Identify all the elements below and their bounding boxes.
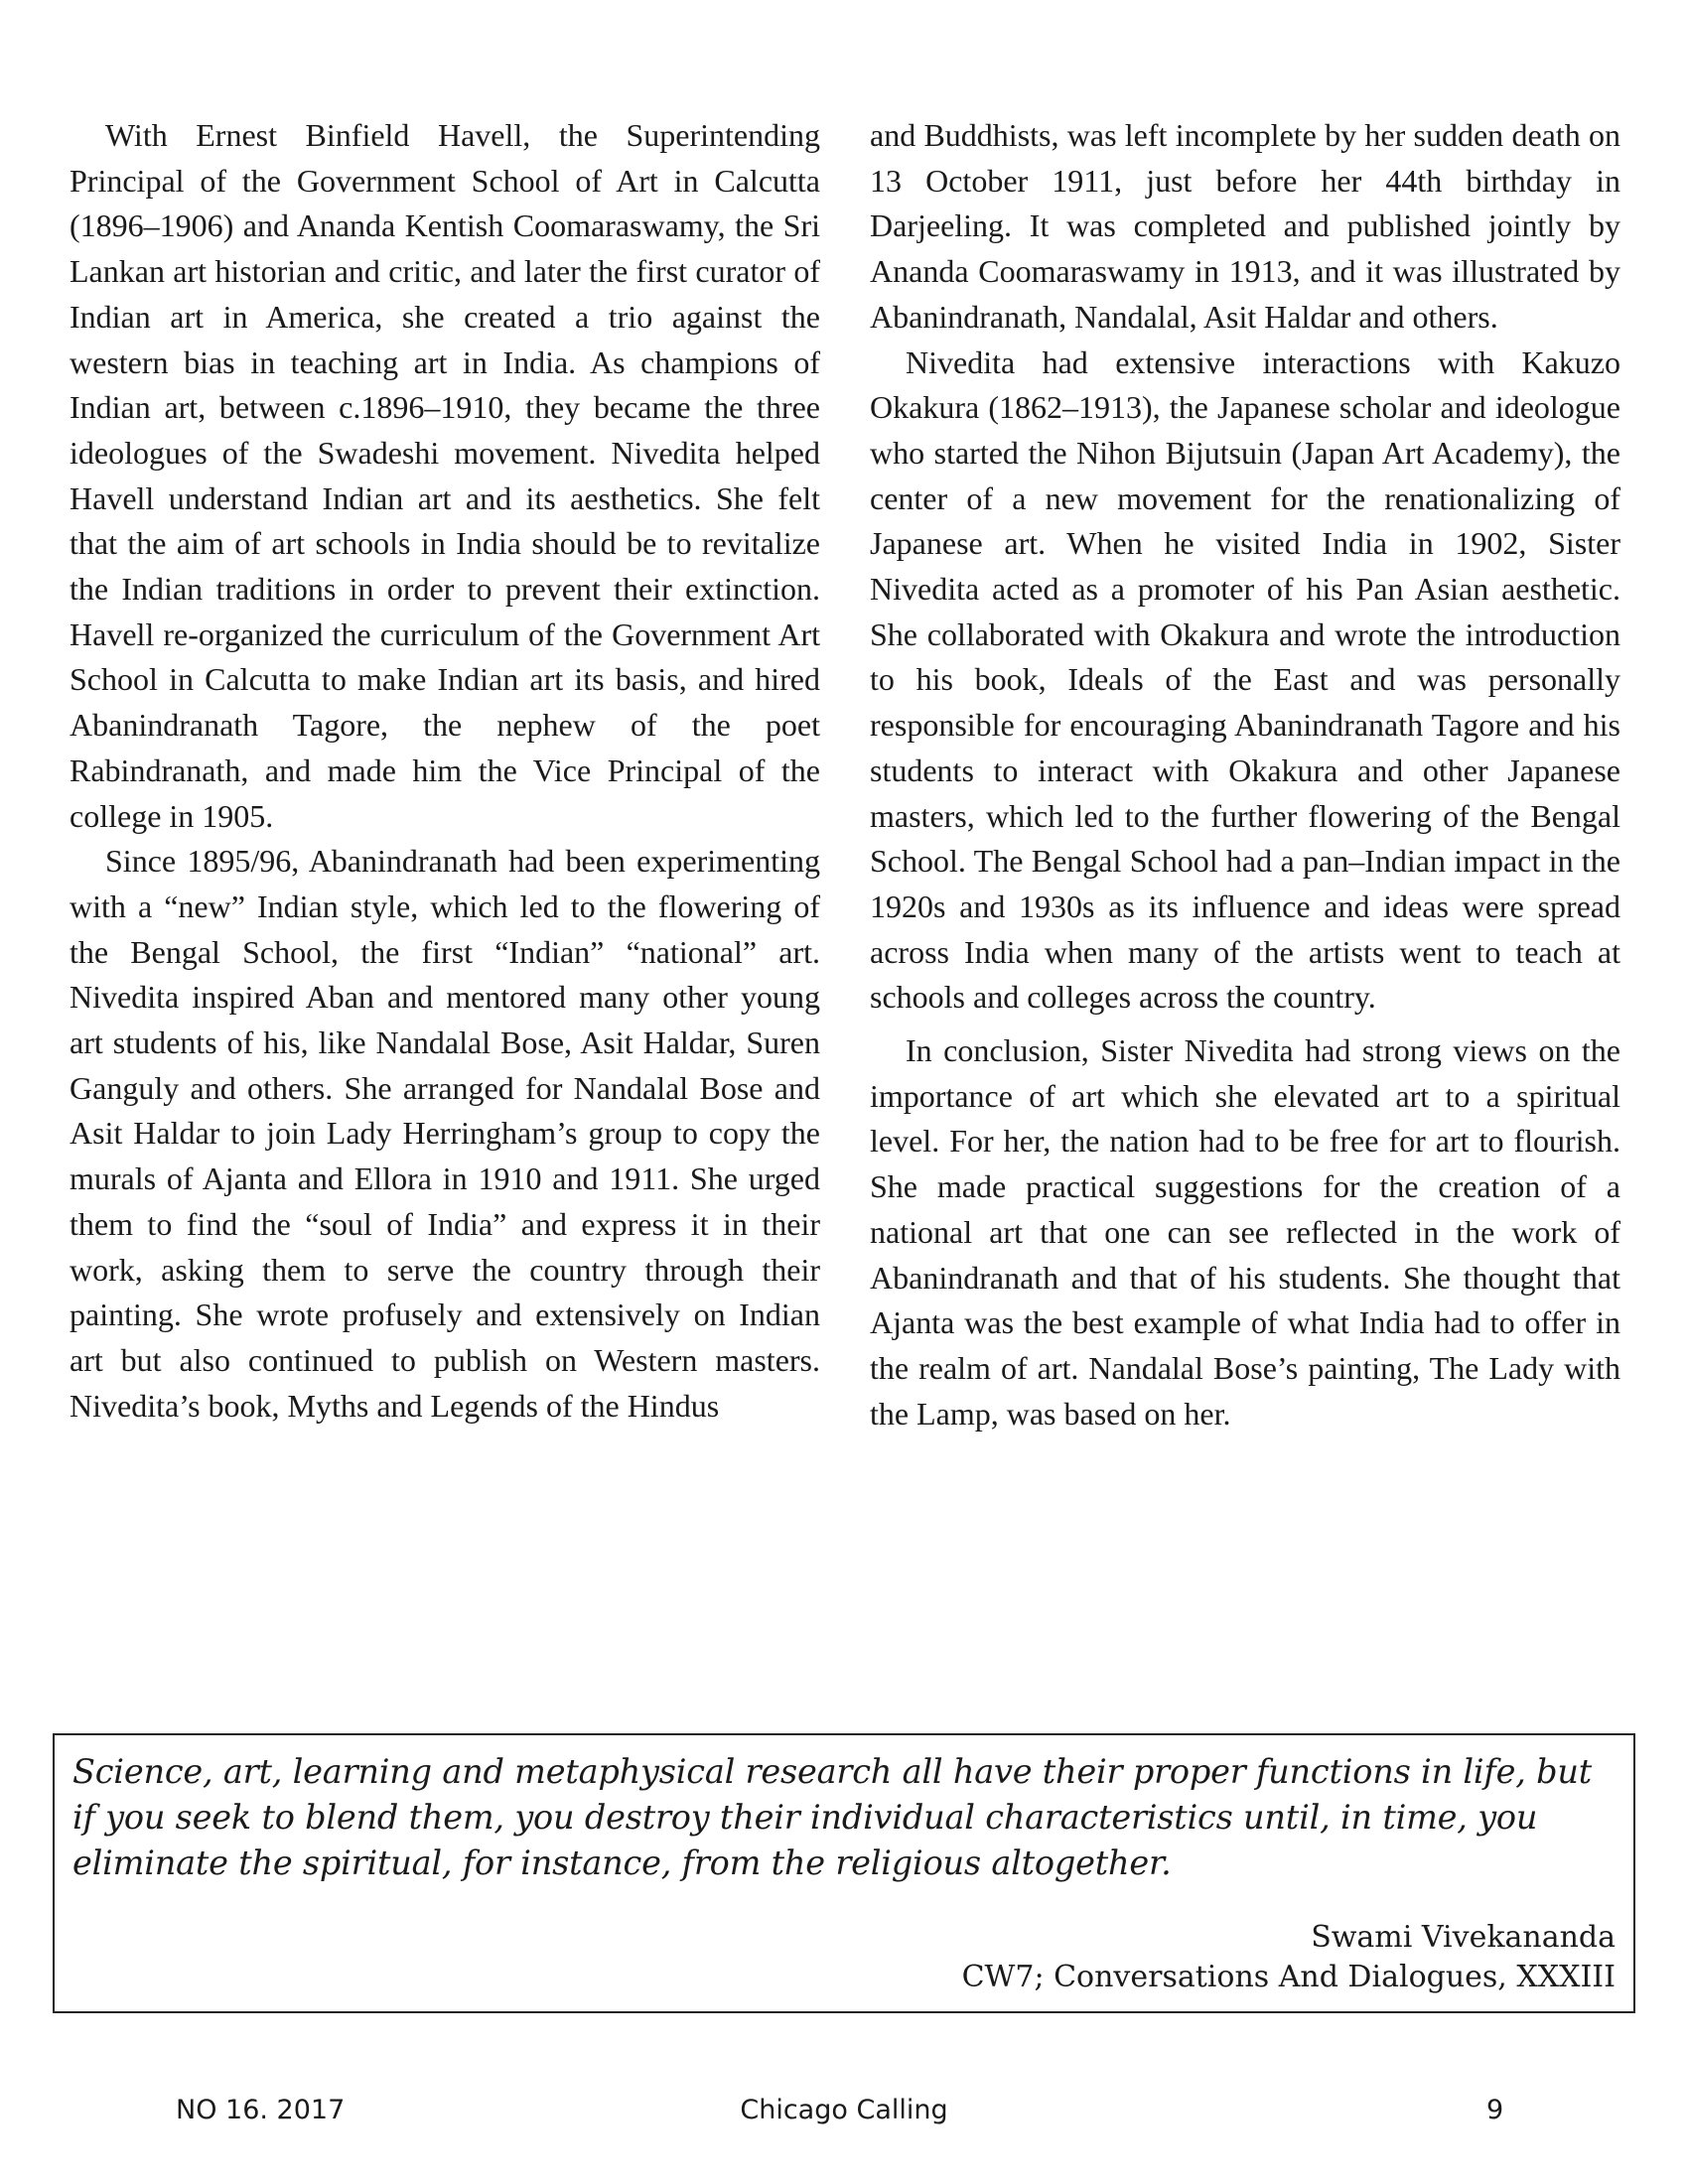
- quote-attribution: [962, 1918, 1616, 1997]
- quote-text: Science, art, learning and metaphysical research all have their proper functions in life, but if you seek to blend them, you destroy their individual characteristics until, in time, you eliminate the spiritual, for instance, from the religious altogether.: [72, 1752, 1593, 1882]
- quote-author: Swami Vivekananda: [1311, 1920, 1616, 1955]
- page-footer: [0, 2095, 1688, 2134]
- quote-box: [53, 1733, 1635, 2013]
- paragraph: and Buddhists, was left incomplete by her sudden death on 13 October 1911, just before her 44th birthday in Darjeeling. It was completed and published jointly by Ananda Coomaraswamy in 1913, and it was illustrated by Abanindranath, Nandalal, Asit Haldar and others.: [870, 117, 1620, 335]
- paragraph: With Ernest Binfield Havell, the Superintending Principal of the Government School of Art in Calcutta (1896–1906) and Ananda Kentish Coomaraswamy, the Sri Lankan art historian and critic, and later the first curator of Indian art in America, she created a trio against the western bias in teaching art in India. As champions of Indian art, between c.1896–1910, they became the three ideologues of the Swadeshi movement. Nivedita helped Havell understand Indian art and its aesthetics. She felt that the aim of art schools in India should be to revitalize the Indian traditions in order to prevent their extinction. Havell re-organized the curriculum of the Government Art School in Calcutta to make Indian art its basis, and hired Abanindranath Tagore, the nephew of the poet Rabindranath, and made him the Vice Principal of the college in 1905.: [70, 117, 820, 834]
- footer-issue: NO 16. 2017: [176, 2095, 346, 2125]
- footer-publication: Chicago Calling: [740, 2095, 948, 2125]
- paragraph: In conclusion, Sister Nivedita had strong views on the importance of art which she elevated art to a spiritual level. For her, the nation had to be free for art to flourish. She made practical suggestions for the creation of a national art that one can see reflected in the work of Abanindranath and that of his students. She thought that Ajanta was the best example of what India had to offer in the realm of art. Nandalal Bose’s painting, The Lady with the Lamp, was based on her.: [870, 1032, 1620, 1432]
- footer-page-number: 9: [1486, 2095, 1504, 2125]
- left-column: [70, 113, 820, 1436]
- quote-source: CW7; Conversations And Dialogues, XXXIII: [961, 1960, 1616, 1994]
- paragraph: Since 1895/96, Abanindranath had been experimenting with a “new” Indian style, which led to the flowering of the Bengal School, the first “Indian” “national” art. Nivedita inspired Aban and mentored many other young art students of his, like Nandalal Bose, Asit Haldar, Suren Ganguly and others. She arranged for Nandalal Bose and Asit Haldar to join Lady Herringham’s group to copy the murals of Ajanta and Ellora in 1910 and 1911. She urged them to find the “soul of India” and express it in their work, asking them to serve the country through their painting. She wrote profusely and extensively on Indian art but also continued to publish on Western masters. Nivedita’s book, Myths and Legends of the Hindus: [70, 843, 820, 1424]
- right-column: [870, 113, 1620, 1436]
- paragraph: Nivedita had extensive interactions with Kakuzo Okakura (1862–1913), the Japanese scholar and ideologue who started the Nihon Bijutsuin (Japan Art Academy), the center of a new movement for the renationalizing of Japanese art. When he visited India in 1902, Sister Nivedita acted as a promoter of his Pan Asian aesthetic. She collaborated with Okakura and wrote the introduction to his book, Ideals of the East and was personally responsible for encouraging Abanindranath Tagore and his students to interact with Okakura and other Japanese masters, which led to the further flowering of the Bengal School. The Bengal School had a pan–Indian impact in the 1920s and 1930s as its influence and ideas were spread across India when many of the artists went to teach at schools and colleges across the country.: [870, 343, 1620, 1016]
- article-columns: [70, 113, 1620, 1436]
